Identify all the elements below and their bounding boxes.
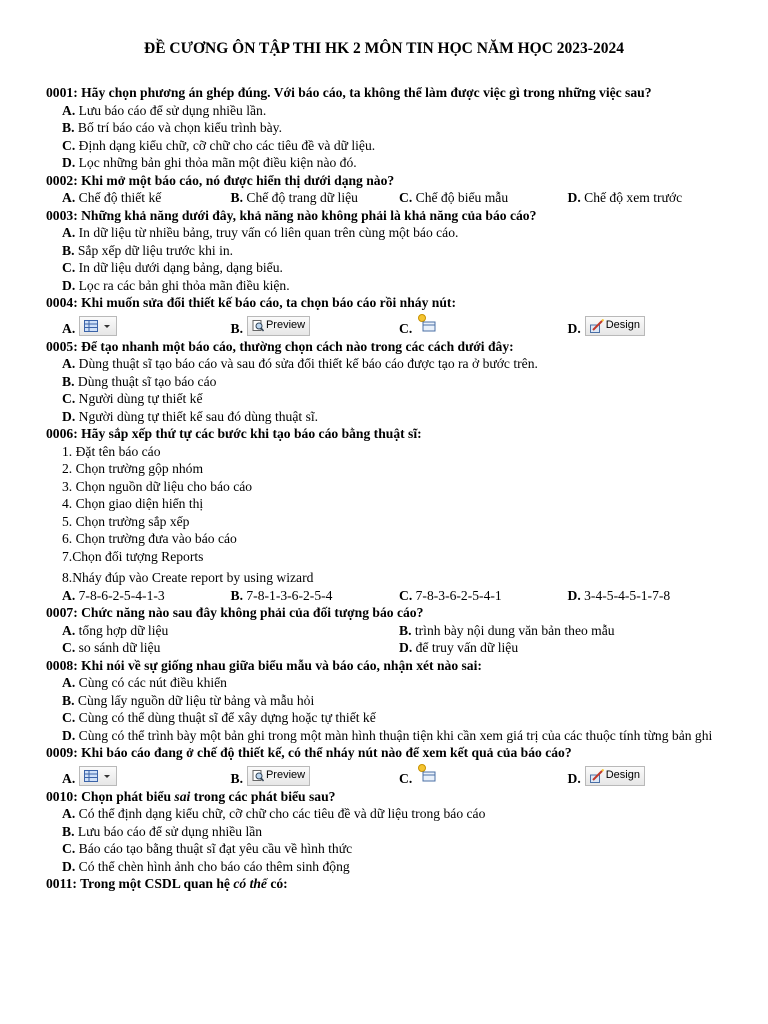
option-d: D. Design	[568, 318, 737, 338]
question-0001: 0001: Hãy chọn phương án ghép đúng. Với báo cáo, ta không thể làm được việc gì trong những việc sau?	[46, 85, 652, 100]
step-item: 7.Chọn đối tượng Reports	[62, 548, 204, 564]
option-a: A. In dữ liệu từ nhiều bảng, truy vấn có liên quan trên cùng một báo cáo.	[62, 225, 459, 240]
step-item: 1. Đặt tên báo cáo	[62, 443, 161, 459]
option-c: C. so sánh dữ liệu	[62, 640, 161, 655]
preview-icon: Preview	[247, 766, 310, 786]
option-c: C.	[399, 316, 568, 338]
option-a: A.	[62, 318, 231, 338]
option-a: A. Dùng thuật sĩ tạo báo cáo và sau đó sửa đổi thiết kế báo cáo được tạo ra ở bước trên.	[62, 356, 538, 371]
options-row	[46, 639, 736, 657]
question-0002: 0002: Khi mở một báo cáo, nó được hiển thị dưới dạng nào?	[46, 172, 395, 188]
question-0009: 0009: Khi báo cáo đang ở chế độ thiết kế, có thể nháy nút nào để xem kết quả của báo cáo?	[46, 745, 572, 760]
option-a: A. tổng hợp dữ liệu	[62, 622, 169, 638]
option-a: A. 7-8-6-2-5-4-1-3	[62, 587, 165, 603]
new-object-icon	[416, 312, 438, 334]
option-a: A. Cùng có các nút điều khiển	[62, 675, 227, 690]
option-b: B. Lưu báo cáo để sử dụng nhiều lần	[62, 823, 263, 839]
question-0003: 0003: Những khả năng dưới đây, khả năng nào không phải là khả năng của báo cáo?	[46, 207, 537, 223]
page-title: ĐỀ CƯƠNG ÔN TẬP THI HK 2 MÔN TIN HỌC NĂM HỌC 2023-2024	[144, 40, 624, 57]
question-0006: 0006: Hãy sắp xếp thứ tự các bước khi tạo báo cáo bằng thuật sĩ:	[46, 426, 422, 441]
option-d: D. Design	[568, 768, 737, 788]
question-0010: 0010: Chọn phát biểu sai trong các phát biểu sau?	[46, 788, 336, 804]
question-0007: 0007: Chức năng nào sau đây không phải của đối tượng báo cáo?	[46, 605, 424, 620]
icon-options-row	[46, 762, 736, 788]
option-c: C. Cùng có thể dùng thuật sĩ để xây dựng hoặc tự thiết kế	[62, 710, 376, 725]
option-a: A. Có thể định dạng kiểu chữ, cỡ chữ cho các tiêu đề và dữ liệu trong báo cáo	[62, 806, 486, 821]
option-a: A.	[62, 768, 231, 788]
question-0005: 0005: Để tạo nhanh một báo cáo, thường chọn cách nào trong các cách dưới đây:	[46, 338, 514, 354]
option-a: A. Chế độ thiết kế	[62, 190, 162, 205]
option-c: C. Người dùng tự thiết kế	[62, 391, 203, 406]
question-0011: 0011: Trong một CSDL quan hệ có thể có:	[46, 876, 288, 891]
option-d: D. để truy vấn dữ liệu	[399, 640, 519, 655]
design-icon: Design	[585, 316, 645, 336]
question-list	[46, 84, 736, 893]
option-c: C. Định dạng kiểu chữ, cỡ chữ cho các tiêu đề và dữ liệu.	[62, 137, 376, 153]
option-c: C.	[399, 766, 568, 788]
option-b: B. 7-8-1-3-6-2-5-4	[230, 587, 333, 603]
option-b: B. Preview	[231, 318, 400, 338]
design-icon: Design	[585, 766, 645, 786]
options-row	[46, 622, 736, 640]
option-b: B. Dùng thuật sĩ tạo báo cáo	[62, 373, 217, 389]
step-item: 3. Chọn nguồn dữ liệu cho báo cáo	[62, 478, 253, 494]
step-item: 8.Nháy đúp vào Create report by using wizard	[62, 570, 314, 585]
option-d: D. 3-4-5-4-5-1-7-8	[567, 587, 671, 603]
options-row	[46, 587, 736, 605]
option-b: B. Sắp xếp dữ liệu trước khi in.	[62, 242, 234, 258]
step-item: 5. Chọn trường sắp xếp	[62, 513, 190, 529]
question-0008: 0008: Khi nói về sự giống nhau giữa biểu mẫu và báo cáo, nhận xét nào sai:	[46, 657, 482, 673]
preview-icon: Preview	[247, 316, 310, 336]
step-item: 6. Chọn trường đưa vào báo cáo	[62, 531, 237, 546]
option-c: C. Báo cáo tạo bằng thuật sĩ đạt yêu cầu về hình thức	[62, 841, 353, 856]
question-0004: 0004: Khi muốn sửa đổi thiết kế báo cáo, ta chọn báo cáo rồi nháy nút:	[46, 295, 456, 310]
option-c: C. 7-8-3-6-2-5-4-1	[399, 587, 502, 603]
step-item: 4. Chọn giao diện hiển thị	[62, 496, 204, 511]
option-b: B. trình bày nội dung văn bản theo mẫu	[399, 622, 615, 638]
option-d: D. Người dùng tự thiết kế sau đó dùng thuật sĩ.	[62, 408, 319, 424]
option-b: B. Preview	[231, 768, 400, 788]
option-b: B. Cùng lấy nguồn dữ liệu từ bảng và mẫu hỏi	[62, 692, 315, 708]
icon-options-row	[46, 312, 736, 338]
option-b: B. Chế độ trang dữ liệu	[230, 190, 358, 205]
options-row	[46, 189, 736, 207]
option-a: A. Lưu báo cáo để sử dụng nhiều lần.	[62, 102, 267, 118]
option-d: D. Lọc ra các bản ghi thỏa mãn điều kiện.	[62, 277, 290, 293]
new-object-icon	[416, 762, 438, 784]
option-d: D. Chế độ xem trước	[567, 190, 683, 205]
option-c: C. In dữ liệu dưới dạng bảng, dạng biểu.	[62, 260, 283, 275]
view-dropdown-icon	[79, 766, 117, 786]
step-item: 2. Chọn trường gộp nhóm	[62, 461, 204, 476]
option-c: C. Chế độ biểu mẫu	[399, 190, 509, 205]
option-d: D. Cùng có thể trình bày một bản ghi trong một màn hình thuận tiện khi cần xem giá trị của các thuộc tính từng bản ghi	[62, 727, 713, 743]
option-d: D. Có thể chèn hình ảnh cho báo cáo thêm sinh động	[62, 858, 350, 874]
view-dropdown-icon	[79, 316, 117, 336]
option-d: D. Lọc những bản ghi thỏa mãn một điều kiện nào đó.	[62, 155, 357, 170]
option-b: B. Bố trí báo cáo và chọn kiểu trình bày.	[62, 120, 282, 135]
